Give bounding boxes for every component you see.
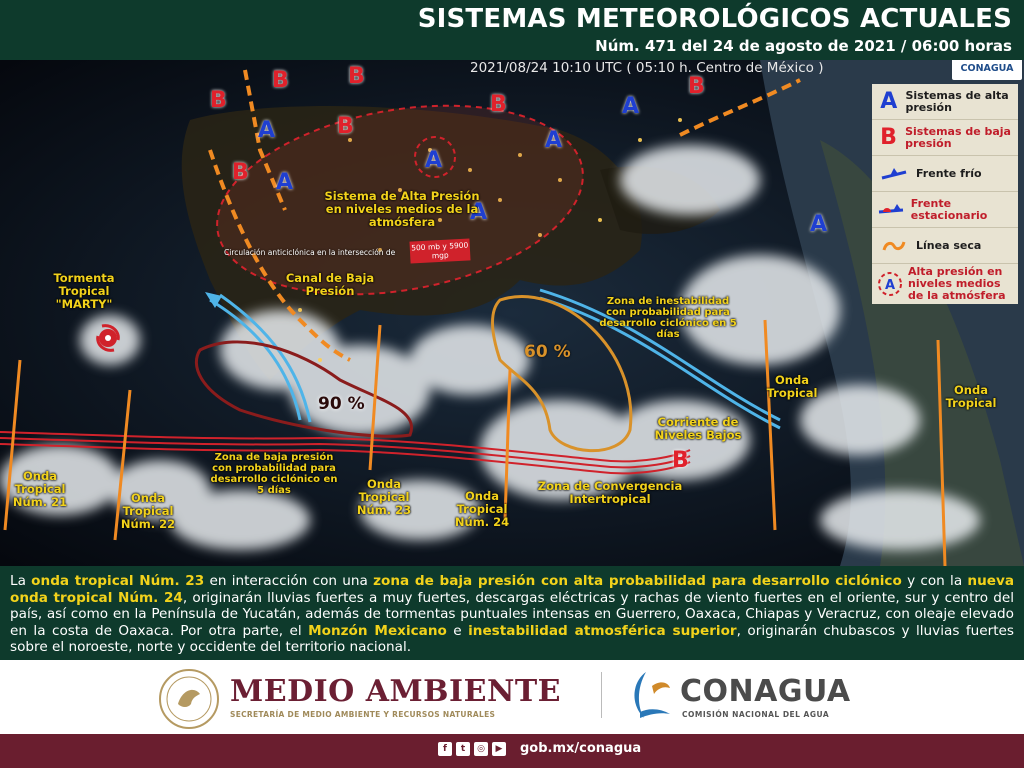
probability-90: 90 % [318,394,365,414]
label-onda-22: Onda Tropical Núm. 22 [120,491,176,531]
label-onda-tropical: Onda Tropical [945,383,997,410]
frente-frio-icon [876,166,912,182]
label-onda-21: Onda Tropical Núm. 21 [12,469,68,509]
label-corriente-niveles-bajos: Corriente de Niveles Bajos [654,415,742,442]
conagua-small-logo: CONAGUA [952,60,1022,80]
label-zona-inestabilidad: Zona de inestabilidad con probabilidad para desarrollo ciclónico en 5 días [599,296,737,340]
low-pressure-symbol: B [272,68,289,93]
alta-niveles-medios-icon [876,270,904,298]
legend-item-baja: B Sistemas de baja presión [872,120,1018,156]
youtube-icon[interactable]: ▶ [492,742,506,756]
legend-item-frente-frio: Frente frío [872,156,1018,192]
conagua-subtitle: COMISIÓN NACIONAL DEL AGUA [682,710,830,719]
bottom-bar [0,734,1024,768]
high-pressure-symbol: A [810,212,828,237]
svg-text:A: A [884,278,896,293]
low-pressure-symbol: B [210,88,227,113]
low-pressure-symbol: B [232,160,249,185]
label-alta-presion: Sistema de Alta Presión en niveles medios de la atmósfera [324,189,480,229]
medio-ambiente-title: MEDIO AMBIENTE [230,674,562,709]
label-500mb: 500 mb y 5900 mgp [409,238,470,263]
label-onda-tropical: Onda Tropical [766,373,818,400]
page-title: SISTEMAS METEOROLÓGICOS ACTUALES [417,4,1012,34]
legend [872,84,1018,304]
low-pressure-symbol: B [688,74,705,99]
low-pressure-icon: B [880,125,897,150]
label-onda-23: Onda Tropical Núm. 23 [356,477,412,517]
facebook-icon[interactable]: f [438,742,452,756]
bulletin-number-date: Núm. 471 del 24 de agosto de 2021 / 06:00 horas [595,37,1012,55]
linea-seca-icon [876,238,912,254]
high-pressure-symbol: A [425,148,443,173]
label-circulacion: Circulación anticiclónica en la intersección de [224,248,396,257]
image-timestamp: 2021/08/24 10:10 UTC ( 05:10 h. Centro de México ) [470,60,824,76]
frente-estacionario-icon [876,202,907,218]
instagram-icon[interactable]: ◎ [474,742,488,756]
label-tormenta-marty: Tormenta Tropical "MARTY" [53,271,115,311]
header [0,0,1024,60]
low-pressure-symbol: B [490,92,507,117]
website-link[interactable]: gob.mx/conagua [520,741,642,756]
legend-item-frente-estacionario: Frente estacionario [872,192,1018,228]
medio-ambiente-subtitle: SECRETARÍA DE MEDIO AMBIENTE Y RECURSOS NATURALES [230,710,496,719]
legend-item-alta-niveles-medios: A Alta presión en niveles medios de la atmósfera [872,264,1018,304]
legend-item-alta: A Sistemas de alta presión [872,84,1018,120]
conagua-title: CONAGUA [680,674,851,709]
probability-60: 60 % [524,342,571,362]
label-onda-24: Onda Tropical Núm. 24 [454,489,510,529]
high-pressure-symbol: A [622,94,640,119]
high-pressure-symbol: A [258,118,276,143]
conagua-logo [626,668,674,724]
high-pressure-symbol: A [545,128,563,153]
low-pressure-symbol: B [672,448,689,473]
low-pressure-symbol: B [337,114,354,139]
high-pressure-icon: A [880,89,898,114]
twitter-icon[interactable]: t [456,742,470,756]
label-canal-baja: Canal de Baja Presión [285,271,375,298]
social-icons [438,742,506,756]
description-paragraph: La onda tropical Núm. 23 en interacción con una zona de baja presión con alta probabilidad para desarrollo ciclónico y con la nueva onda tropical Núm. 24, originarán lluvias fuertes a muy fuertes, descargas eléctricas y rachas de viento fuertes en el oriente, sur y centro del país, así como en la Península de Yucatán, además de tormentas puntuales intensas en Guerrero, Oaxaca, Chiapas y Veracruz, con oleaje elevado en la costa de Oaxaca. Por otra parte, el Monzón Mexicano e inestabilidad atmosférica superior, originarán chubascos y lluvias fuertes sobre el noroeste, norte y occidente del territorio nacional. [0,566,1024,660]
low-pressure-symbol: B [348,64,365,89]
legend-item-linea-seca: Línea seca [872,228,1018,264]
high-pressure-symbol: A [470,200,488,225]
label-zci: Zona de Convergencia Intertropical [537,479,683,506]
satellite-map [0,60,1024,566]
divider [601,672,602,718]
mexico-seal-logo [158,668,220,730]
high-pressure-symbol: A [276,170,294,195]
label-zona-baja-presion: Zona de baja presión con probabilidad para desarrollo ciclónico en 5 días [210,452,338,496]
